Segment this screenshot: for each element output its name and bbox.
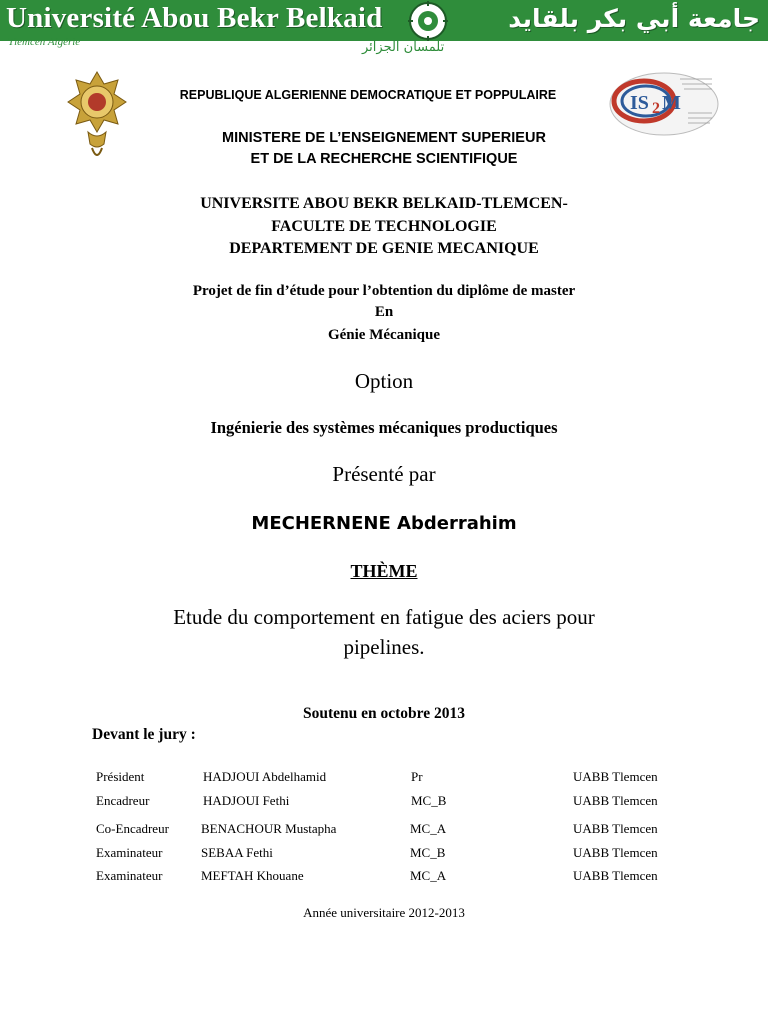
project-field: Génie Mécanique	[327, 327, 441, 343]
jury-name: MEFTAH Khouane	[201, 868, 304, 883]
jury-role: Examinateur	[96, 845, 163, 860]
jury-institution: UABB Tlemcen	[573, 769, 658, 784]
ministry-line-1: MINISTERE DE L’ENSEIGNEMENT SUPERIEUR	[222, 130, 546, 146]
faculty-line: FACULTE DE TECHNOLOGIE	[271, 218, 497, 235]
jury-row	[0, 845, 768, 863]
theme-title-line-2: pipelines.	[343, 635, 425, 659]
banner-arabic-subtitle: تلمسان الجزائر	[362, 40, 445, 55]
presented-by: Présenté par	[332, 462, 436, 486]
is2m-lab-logo	[608, 71, 720, 137]
banner-university-name: Université Abou Bekr Belkaid	[6, 2, 383, 34]
banner-emblem-icon	[402, 0, 454, 42]
jury-row	[0, 793, 768, 811]
ministry-line-2: ET DE LA RECHERCHE SCIENTIFIQUE	[250, 151, 518, 167]
jury-row	[0, 821, 768, 839]
jury-name: SEBAA Fethi	[201, 845, 273, 860]
svg-text:M: M	[662, 92, 681, 114]
jury-grade: MC_B	[411, 793, 447, 808]
svg-text:2: 2	[652, 100, 660, 117]
jury-institution: UABB Tlemcen	[573, 845, 658, 860]
project-line: Projet de fin d’étude pour l’obtention du diplôme de master	[192, 283, 576, 299]
jury-institution: UABB Tlemcen	[573, 793, 658, 808]
option-label: Option	[354, 369, 414, 393]
defense-date: Soutenu en octobre 2013	[302, 705, 466, 722]
theme-label: THÈME	[350, 561, 418, 581]
banner-subtitle: Tlemcen Algérie	[8, 36, 81, 48]
university-banner	[0, 0, 768, 60]
svg-text:IS: IS	[630, 92, 649, 114]
university-line: UNIVERSITE ABOU BEKR BELKAID-TLEMCEN-	[200, 195, 568, 212]
jury-role: Encadreur	[96, 793, 150, 808]
jury-institution: UABB Tlemcen	[573, 868, 658, 883]
jury-institution: UABB Tlemcen	[573, 821, 658, 836]
jury-grade: MC_B	[410, 845, 446, 860]
theme-title-line-1: Etude du comportement en fatigue des aciers pour	[173, 605, 595, 629]
jury-role: Co-Encadreur	[96, 821, 169, 836]
republic-heading: REPUBLIQUE ALGERIENNE DEMOCRATIQUE ET POPPULAIRE	[179, 88, 557, 102]
option-value: Ingénierie des systèmes mécaniques productiques	[210, 418, 558, 437]
jury-grade: MC_A	[410, 821, 447, 836]
jury-name: HADJOUI Fethi	[203, 793, 290, 808]
jury-row	[0, 868, 768, 886]
jury-name: HADJOUI Abdelhamid	[203, 769, 327, 784]
author-name: MECHERNENE Abderrahim	[251, 513, 517, 534]
project-en: En	[374, 304, 394, 320]
jury-label: Devant le jury :	[92, 726, 196, 743]
banner-arabic-name: جامعة أبي بكر بلقايد	[508, 4, 760, 33]
jury-name: BENACHOUR Mustapha	[201, 821, 337, 836]
department-line: DEPARTEMENT DE GENIE MECANIQUE	[229, 240, 539, 257]
jury-row	[0, 769, 768, 787]
jury-grade: Pr	[411, 769, 423, 784]
jury-grade: MC_A	[410, 868, 447, 883]
university-seal-icon	[64, 70, 130, 162]
jury-role: Examinateur	[96, 868, 163, 883]
jury-role: Président	[96, 769, 145, 784]
academic-year: Année universitaire 2012-2013	[303, 905, 465, 920]
